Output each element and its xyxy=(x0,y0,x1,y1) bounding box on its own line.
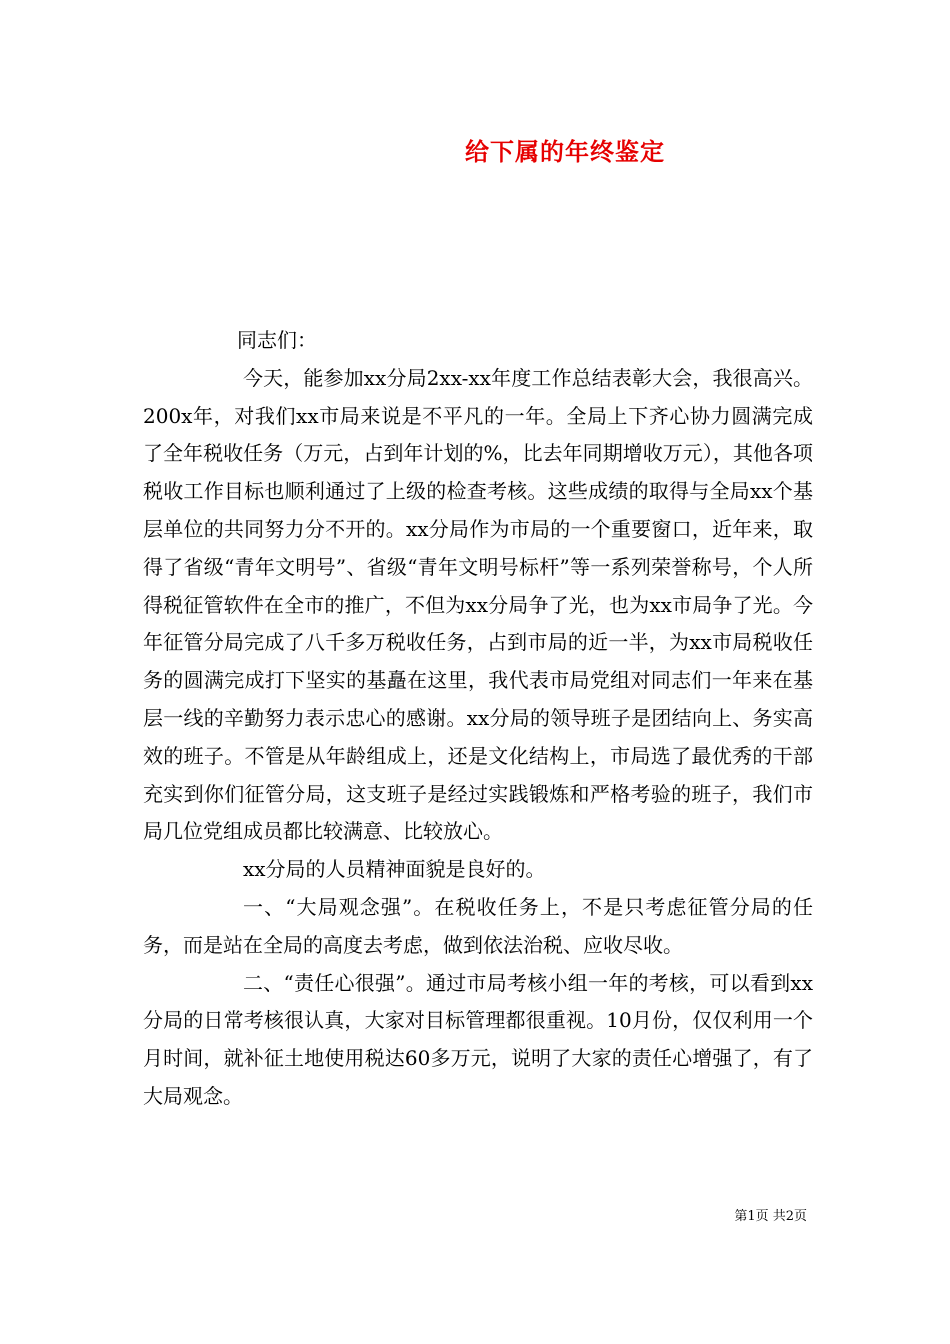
document-body xyxy=(143,322,813,1116)
page-number-footer: 第1页 共2页 xyxy=(734,1209,807,1224)
paragraph-1: 今天，能参加xx分局2xx-xx年度工作总结表彰大会，我很高兴。200x年，对我们xx市局来说是不平凡的一年。全局上下齐心协力圆满完成了全年税收任务（万元，占到年计划的%，比去年同期增收万元），其他各项税收工作目标也顺利通过了上级的检查考核。这些成绩的取得与全局xx个基层单位的共同努力分不开的。xx分局作为市局的一个重要窗口，近年来，取得了省级“青年文明号”、省级“青年文明号标杆”等一系列荣誉称号，个人所得税征管软件在全市的推广，不但为xx分局争了光，也为xx市局争了光。今年征管分局完成了八千多万税收任务，占到市局的近一半，为xx市局税收任务的圆满完成打下坚实的基矗在这里，我代表市局党组对同志们一年来在基层一线的辛勤努力表示忠心的感谢。xx分局的领导班子是团结向上、务实高效的班子。不管是从年龄组成上，还是文化结构上，市局选了最优秀的干部充实到你们征管分局，这支班子是经过实践锻炼和严格考验的班子，我们市局几位党组成员都比较满意、比较放心。 xyxy=(143,365,813,844)
document-title: 给下属的年终鉴定 xyxy=(465,137,665,166)
paragraph-3: 一、“大局观念强”。在税收任务上，不是只考虑征管分局的任务，而是站在全局的高度去考虑，做到依法治税、应收尽收。 xyxy=(143,894,813,957)
salutation: 同志们： xyxy=(237,328,317,352)
paragraph-4: 二、“责任心很强”。通过市局考核小组一年的考核，可以看到xx分局的日常考核很认真，大家对目标管理都很重视。10月份，仅仅利用一个月时间，就补征土地使用税达60多万元，说明了大家的责任心增强了，有了大局观念。 xyxy=(143,970,813,1108)
paragraph-2: xx分局的人员精神面貌是良好的。 xyxy=(243,857,546,882)
